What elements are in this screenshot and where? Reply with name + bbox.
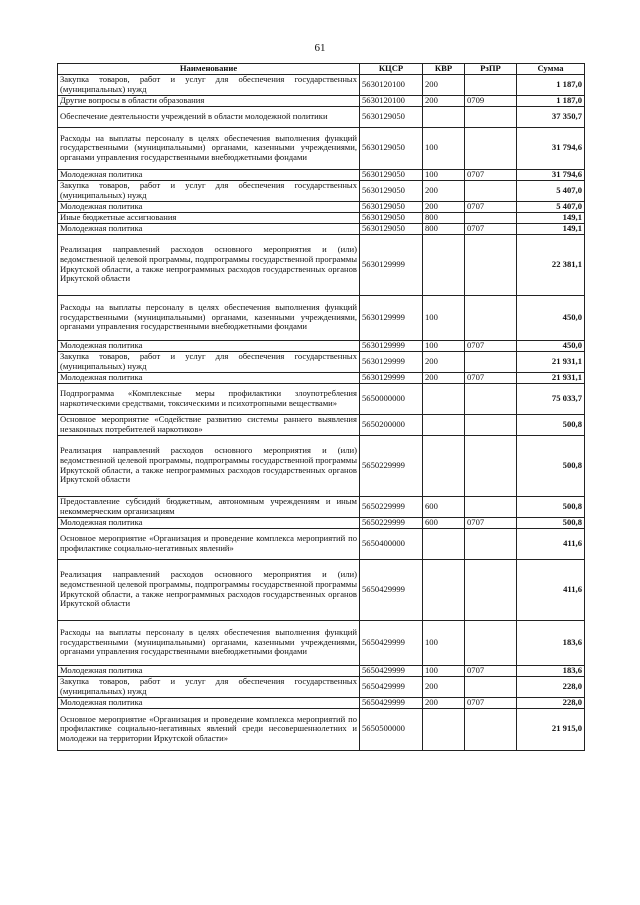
- cell-rzpr: [465, 127, 517, 169]
- cell-name: Молодежная политика: [58, 372, 360, 383]
- table-row: [58, 620, 585, 665]
- cell-kcsr: 5630129050: [360, 169, 423, 180]
- cell-sum: 5 407,0: [517, 180, 585, 201]
- cell-sum: 31 794,6: [517, 169, 585, 180]
- table-row: [58, 372, 585, 383]
- table-row: [58, 435, 585, 496]
- cell-name: Другие вопросы в области образования: [58, 95, 360, 106]
- cell-name: Подпрограмма «Комплексные меры профилактики злоупотребления наркотическими средствами, токсическими и психотропными веществами»: [58, 383, 360, 414]
- cell-kcsr: 5650500000: [360, 708, 423, 750]
- cell-kcsr: 5630129050: [360, 201, 423, 212]
- table-row: [58, 351, 585, 372]
- cell-kvr: 100: [423, 340, 465, 351]
- cell-kcsr: 5630129050: [360, 127, 423, 169]
- cell-kvr: 800: [423, 223, 465, 234]
- cell-kcsr: 5630129999: [360, 351, 423, 372]
- table-row: [58, 295, 585, 340]
- cell-rzpr: 0709: [465, 95, 517, 106]
- cell-name: Молодежная политика: [58, 697, 360, 708]
- cell-sum: 450,0: [517, 340, 585, 351]
- cell-name: Молодежная политика: [58, 223, 360, 234]
- cell-sum: 37 350,7: [517, 106, 585, 127]
- cell-kcsr: 5650200000: [360, 414, 423, 435]
- cell-sum: 411,6: [517, 559, 585, 620]
- cell-kcsr: 5630120100: [360, 95, 423, 106]
- cell-sum: 228,0: [517, 697, 585, 708]
- cell-sum: 31 794,6: [517, 127, 585, 169]
- cell-kcsr: 5650400000: [360, 528, 423, 559]
- cell-kvr: 200: [423, 180, 465, 201]
- cell-sum: 22 381,1: [517, 234, 585, 295]
- cell-kvr: 200: [423, 201, 465, 212]
- cell-name: Молодежная политика: [58, 517, 360, 528]
- cell-kcsr: 5630129999: [360, 372, 423, 383]
- cell-kvr: 100: [423, 127, 465, 169]
- cell-rzpr: [465, 708, 517, 750]
- cell-name: Молодежная политика: [58, 665, 360, 676]
- cell-rzpr: [465, 559, 517, 620]
- table-row: [58, 201, 585, 212]
- cell-kvr: [423, 528, 465, 559]
- cell-rzpr: [465, 212, 517, 223]
- cell-kvr: 800: [423, 212, 465, 223]
- cell-sum: 1 187,0: [517, 74, 585, 95]
- cell-kvr: [423, 708, 465, 750]
- cell-kvr: 200: [423, 697, 465, 708]
- cell-sum: 228,0: [517, 676, 585, 697]
- table-row: [58, 517, 585, 528]
- header-kcsr: КЦСР: [360, 64, 423, 75]
- cell-name: Предоставление субсидий бюджетным, автономным учреждениям и иным некоммерческим организациям: [58, 496, 360, 517]
- cell-kvr: 200: [423, 676, 465, 697]
- cell-kvr: 100: [423, 665, 465, 676]
- cell-rzpr: 0707: [465, 223, 517, 234]
- cell-rzpr: 0707: [465, 169, 517, 180]
- table-row: [58, 528, 585, 559]
- cell-sum: 500,8: [517, 435, 585, 496]
- cell-sum: 149,1: [517, 223, 585, 234]
- cell-name: Иные бюджетные ассигнования: [58, 212, 360, 223]
- cell-name: Расходы на выплаты персоналу в целях обеспечения выполнения функций государственными (муниципальными) органами, казенными учреждениями, органами управления государственными внебюджетными фондами: [58, 620, 360, 665]
- cell-name: Молодежная политика: [58, 340, 360, 351]
- cell-kvr: 200: [423, 372, 465, 383]
- cell-kcsr: 5630129999: [360, 340, 423, 351]
- table-row: [58, 496, 585, 517]
- cell-name: Реализация направлений расходов основного мероприятия и (или) ведомственной целевой программы, подпрограммы государственной программы Иркутской области, а также непрограммных расходов государственных органов Иркутской области: [58, 435, 360, 496]
- cell-kcsr: 5650229999: [360, 435, 423, 496]
- cell-name: Основное мероприятие «Организация и проведение комплекса мероприятий по профилактике социально-негативных явлений среди несовершеннолетних и молодежи на территории Иркутской области»: [58, 708, 360, 750]
- cell-rzpr: 0707: [465, 340, 517, 351]
- cell-kcsr: 5650000000: [360, 383, 423, 414]
- cell-rzpr: [465, 234, 517, 295]
- cell-sum: 450,0: [517, 295, 585, 340]
- cell-rzpr: 0707: [465, 201, 517, 212]
- cell-sum: 21 931,1: [517, 372, 585, 383]
- table-row: [58, 340, 585, 351]
- cell-kcsr: 5650429999: [360, 665, 423, 676]
- cell-name: Закупка товаров, работ и услуг для обеспечения государственных (муниципальных) нужд: [58, 676, 360, 697]
- cell-kvr: [423, 435, 465, 496]
- cell-sum: 5 407,0: [517, 201, 585, 212]
- header-kvr: КВР: [423, 64, 465, 75]
- cell-sum: 21 931,1: [517, 351, 585, 372]
- header-name: Наименование: [58, 64, 360, 75]
- cell-rzpr: [465, 414, 517, 435]
- cell-rzpr: [465, 180, 517, 201]
- cell-sum: 500,8: [517, 496, 585, 517]
- table-row: [58, 414, 585, 435]
- table-row: [58, 169, 585, 180]
- cell-kvr: 200: [423, 95, 465, 106]
- cell-kvr: 100: [423, 620, 465, 665]
- cell-sum: 183,6: [517, 665, 585, 676]
- cell-sum: 21 915,0: [517, 708, 585, 750]
- cell-rzpr: [465, 435, 517, 496]
- table-row: [58, 697, 585, 708]
- cell-kcsr: 5630129999: [360, 295, 423, 340]
- cell-rzpr: [465, 676, 517, 697]
- cell-rzpr: [465, 528, 517, 559]
- table-row: [58, 559, 585, 620]
- cell-kcsr: 5650229999: [360, 517, 423, 528]
- table-row: [58, 234, 585, 295]
- cell-kvr: 600: [423, 496, 465, 517]
- cell-name: Расходы на выплаты персоналу в целях обеспечения выполнения функций государственными (муниципальными) органами, казенными учреждениями, органами управления государственными внебюджетными фондами: [58, 295, 360, 340]
- cell-kcsr: 5630129050: [360, 106, 423, 127]
- cell-rzpr: 0707: [465, 697, 517, 708]
- cell-kvr: [423, 414, 465, 435]
- cell-kvr: 600: [423, 517, 465, 528]
- cell-kcsr: 5650429999: [360, 697, 423, 708]
- cell-sum: 411,6: [517, 528, 585, 559]
- cell-kvr: [423, 106, 465, 127]
- cell-rzpr: [465, 620, 517, 665]
- cell-rzpr: [465, 383, 517, 414]
- table-row: [58, 180, 585, 201]
- header-rzpr: РзПР: [465, 64, 517, 75]
- cell-name: Молодежная политика: [58, 201, 360, 212]
- cell-kcsr: 5630129999: [360, 234, 423, 295]
- table-header-row: [58, 64, 585, 75]
- cell-name: Закупка товаров, работ и услуг для обеспечения государственных (муниципальных) нужд: [58, 74, 360, 95]
- cell-rzpr: [465, 496, 517, 517]
- cell-rzpr: 0707: [465, 372, 517, 383]
- cell-kcsr: 5650429999: [360, 620, 423, 665]
- table-row: [58, 383, 585, 414]
- page-number: 61: [314, 42, 326, 54]
- cell-rzpr: [465, 295, 517, 340]
- cell-name: Обеспечение деятельности учреждений в области молодежной политики: [58, 106, 360, 127]
- cell-sum: 75 033,7: [517, 383, 585, 414]
- cell-rzpr: [465, 106, 517, 127]
- cell-sum: 183,6: [517, 620, 585, 665]
- cell-name: Молодежная политика: [58, 169, 360, 180]
- table-row: [58, 212, 585, 223]
- budget-table: [57, 63, 585, 751]
- cell-kvr: 100: [423, 295, 465, 340]
- table-row: [58, 708, 585, 750]
- cell-sum: 149,1: [517, 212, 585, 223]
- cell-rzpr: [465, 351, 517, 372]
- cell-sum: 1 187,0: [517, 95, 585, 106]
- cell-kcsr: 5650429999: [360, 676, 423, 697]
- cell-rzpr: 0707: [465, 517, 517, 528]
- cell-name: Закупка товаров, работ и услуг для обеспечения государственных (муниципальных) нужд: [58, 351, 360, 372]
- table-row: [58, 223, 585, 234]
- cell-name: Реализация направлений расходов основного мероприятия и (или) ведомственной целевой программы, подпрограммы государственной программы Иркутской области, а также непрограммных расходов государственных органов Иркутской области: [58, 234, 360, 295]
- cell-name: Закупка товаров, работ и услуг для обеспечения государственных (муниципальных) нужд: [58, 180, 360, 201]
- cell-kvr: [423, 383, 465, 414]
- cell-name: Расходы на выплаты персоналу в целях обеспечения выполнения функций государственными (муниципальными) органами, казенными учреждениями, органами управления государственными внебюджетными фондами: [58, 127, 360, 169]
- table-row: [58, 95, 585, 106]
- cell-kcsr: 5630129050: [360, 223, 423, 234]
- table-row: [58, 665, 585, 676]
- table-row: [58, 127, 585, 169]
- cell-name: Основное мероприятие «Организация и проведение комплекса мероприятий по профилактике социально-негативных явлений»: [58, 528, 360, 559]
- cell-kcsr: 5650429999: [360, 559, 423, 620]
- table-row: [58, 676, 585, 697]
- table-row: [58, 74, 585, 95]
- cell-rzpr: [465, 74, 517, 95]
- cell-kcsr: 5630129050: [360, 180, 423, 201]
- cell-kvr: [423, 559, 465, 620]
- cell-kcsr: 5650229999: [360, 496, 423, 517]
- cell-name: Реализация направлений расходов основного мероприятия и (или) ведомственной целевой программы, подпрограммы государственной программы Иркутской области, а также непрограммных расходов государственных органов Иркутской области: [58, 559, 360, 620]
- cell-name: Основное мероприятие «Содействие развитию системы раннего выявления незаконных потребителей наркотиков»: [58, 414, 360, 435]
- cell-sum: 500,8: [517, 517, 585, 528]
- cell-kvr: 100: [423, 169, 465, 180]
- header-sum: Сумма: [517, 64, 585, 75]
- cell-kvr: [423, 234, 465, 295]
- cell-kcsr: 5630120100: [360, 74, 423, 95]
- cell-rzpr: 0707: [465, 665, 517, 676]
- cell-sum: 500,8: [517, 414, 585, 435]
- cell-kvr: 200: [423, 74, 465, 95]
- table-row: [58, 106, 585, 127]
- cell-kvr: 200: [423, 351, 465, 372]
- cell-kcsr: 5630129050: [360, 212, 423, 223]
